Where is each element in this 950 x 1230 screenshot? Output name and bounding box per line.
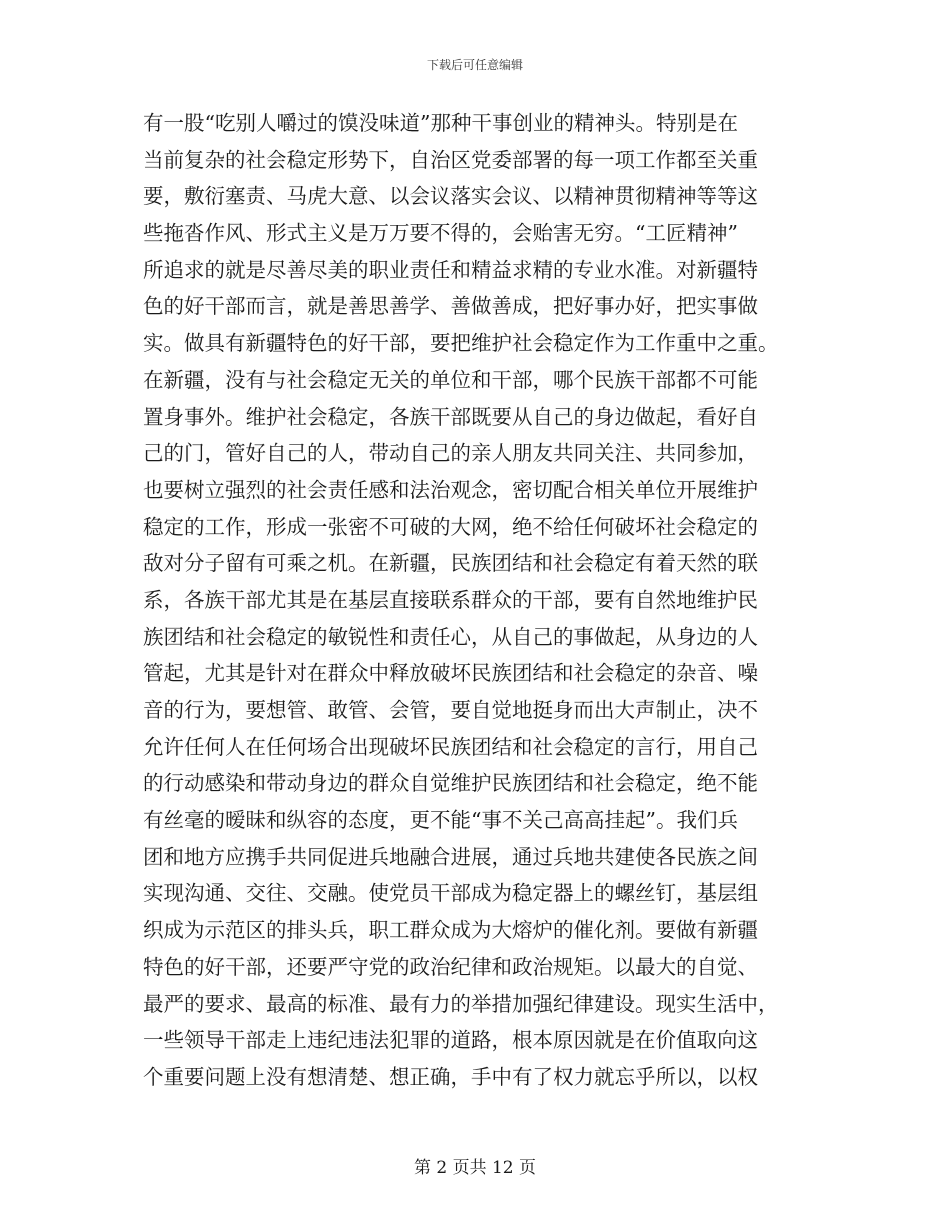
text-line: 特色的好干部，还要严守党的政治纪律和政治规矩。以最大的自觉、: [143, 954, 758, 979]
text-line: 音的行为，要想管、敢管、会管，要自觉地挺身而出大声制止，决不: [143, 698, 758, 722]
text-line: 管起，尤其是针对在群众中释放破坏民族团结和社会稳定的杂音、噪: [143, 661, 758, 686]
text-line: 个重要问题上没有想清楚、想正确，手中有了权力就忘乎所以，以权: [143, 1064, 758, 1089]
text-line: 己的门，管好自己的人，带动自己的亲人朋友共同关注、共同参加，: [143, 441, 758, 466]
text-line: 团和地方应携手共同促进兵地融合进展，通过兵地共建使各民族之间: [143, 844, 758, 869]
text-line: 敌对分子留有可乘之机。在新疆，民族团结和社会稳定有着天然的联: [143, 551, 758, 576]
text-line: 置身事外。维护社会稳定，各族干部既要从自己的身边做起，看好自: [143, 404, 758, 429]
text-line: 实。做具有新疆特色的好干部，要把维护社会稳定作为工作重中之重。: [143, 331, 779, 356]
text-line: 系，各族干部尤其是在基层直接联系群众的干部，要有自然地维护民: [143, 587, 758, 612]
text-line: 在新疆，没有与社会稳定无关的单位和干部，哪个民族干部都不可能: [143, 367, 758, 392]
page-header: 下载后可任意编辑: [426, 58, 523, 72]
text-line: 最严的要求、最高的标准、最有力的举措加强纪律建设。现实生活中，: [143, 991, 779, 1016]
text-line: 所追求的就是尽善尽美的职业责任和精益求精的专业水准。对新疆特: [143, 257, 758, 282]
text-line: 要，敷衍塞责、马虎大意、以会议落实会议、以精神贯彻精神等等这: [143, 184, 758, 209]
text-line: 允许任何人在任何场合出现破坏民族团结和社会稳定的言行，用自己: [143, 734, 758, 759]
text-line: 实现沟通、交往、交融。使党员干部成为稳定器上的螺丝钉，基层组: [143, 881, 758, 906]
text-line: 一些领导干部走上违纪违法犯罪的道路，根本原因就是在价值取向这: [143, 1028, 758, 1053]
text-line: 稳定的工作，形成一张密不可破的大网，绝不给任何破坏社会稳定的: [143, 514, 758, 539]
page-footer: 第 2 页共 12 页: [413, 1158, 537, 1178]
body-text: [143, 105, 807, 1096]
text-line: 织成为示范区的排头兵，职工群众成为大熔炉的催化剂。要做有新疆: [143, 918, 758, 943]
text-line: 族团结和社会稳定的敏锐性和责任心，从自己的事做起，从身边的人: [143, 624, 758, 649]
text-line: 当前复杂的社会稳定形势下，自治区党委部署的每一项工作都至关重: [143, 147, 758, 172]
text-line: 些拖沓作风、形式主义是万万要不得的，会贻害无穷。“工匠精神”: [143, 221, 738, 246]
text-line: 的行动感染和带动身边的群众自觉维护民族团结和社会稳定，绝不能: [143, 771, 758, 796]
text-line: 有一股“吃别人嚼过的馍没味道”那种干事创业的精神头。特别是在: [143, 111, 738, 135]
text-line: 也要树立强烈的社会责任感和法治观念，密切配合相关单位开展维护: [143, 477, 758, 502]
text-line: 色的好干部而言，就是善思善学、善做善成，把好事办好，把实事做: [143, 294, 758, 319]
text-line: 有丝毫的暧昧和纵容的态度，更不能“事不关己高高挂起”。我们兵: [143, 808, 738, 833]
